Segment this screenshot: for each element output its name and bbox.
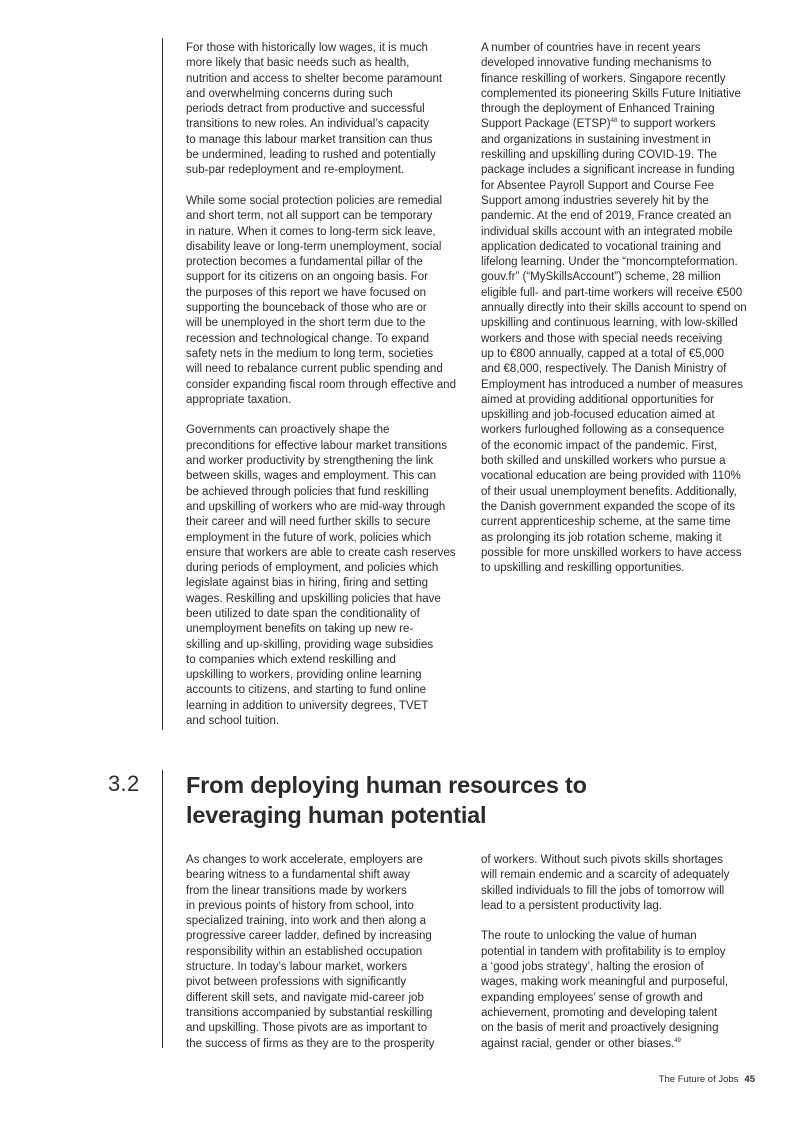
text-line: ensure that workers are able to create cash reserves — [186, 546, 456, 559]
text-fragment: to support workers — [617, 118, 716, 131]
text-line: bearing witness to a fundamental shift away — [186, 869, 411, 882]
section-title — [186, 770, 646, 830]
text-line: more likely that basic needs such as health, — [186, 57, 410, 70]
paragraph — [481, 853, 759, 914]
text-line: of the economic impact of the pandemic. First, — [481, 439, 718, 452]
text-line: sub-par redeployment and re-employment. — [186, 164, 405, 177]
section-title-line: to leveraging human potential — [186, 772, 587, 828]
text-line: While some social protection policies are remedial — [186, 194, 443, 207]
text-line: been utilized to date span the conditionality of — [186, 607, 420, 620]
text-line: gouv.fr” (“MySkillsAccount”) scheme, 28 million — [481, 271, 721, 284]
text-line: the Danish government expanded the scope of its — [481, 500, 736, 513]
text-line: Support among industries severely hit by the — [481, 194, 709, 207]
text-line: lead to a persistent productivity lag. — [481, 899, 663, 912]
text-fragment: against racial, gender or other biases. — [481, 1037, 675, 1050]
text-line — [481, 1037, 759, 1052]
text-line: current apprenticeship scheme, at the same time — [481, 516, 731, 529]
text-line: and upskilling of workers who are mid-way through — [186, 500, 446, 513]
text-line: and overwhelming concerns during such — [186, 87, 393, 100]
footnote-marker: 49 — [674, 1037, 681, 1044]
text-line: appropriate taxation. — [186, 393, 292, 406]
text-line: complemented its pioneering Skills Future Initiative — [481, 87, 741, 100]
text-line: aimed at providing additional opportunities for — [481, 393, 715, 406]
text-line: different skill sets, and navigate mid-career job — [186, 991, 424, 1004]
text-line: lifelong learning. Under the “moncompteformation. — [481, 256, 738, 269]
text-line: upskilling and job-focused education aimed at — [481, 409, 715, 422]
text-line: For those with historically low wages, it is much — [186, 42, 428, 54]
text-line: skilling and up-skilling, providing wage subsidies — [186, 638, 434, 651]
text-line: developed innovative funding mechanisms to — [481, 57, 712, 70]
text-line: upskilling and continuous learning, with low-skilled — [481, 317, 738, 330]
text-line: consider expanding fiscal room through effective and — [186, 378, 457, 391]
text-line: in nature. When it comes to long-term sick leave, — [186, 225, 436, 238]
paragraph — [186, 41, 464, 179]
text-line: A number of countries have in recent years — [481, 42, 701, 54]
page-footer — [659, 1074, 755, 1085]
text-line: possible for more unskilled workers to have access — [481, 546, 742, 559]
text-line: nutrition and access to shelter become paramount — [186, 72, 443, 85]
text-line: and upskilling. Those pivots are as important to — [186, 1022, 428, 1035]
text-line: progressive career ladder, defined by increasing — [186, 930, 432, 943]
text-line: vocational education are being provided with 110% — [481, 470, 741, 483]
text-line: to companies which extend reskilling and — [186, 653, 396, 666]
text-line: Governments can proactively shape the — [186, 424, 390, 437]
text-line: be undermined, leading to rushed and potentially — [186, 149, 436, 162]
text-line: on the basis of merit and proactively designing — [481, 1022, 719, 1035]
text-line: pandemic. At the end of 2019, France created an — [481, 210, 732, 223]
text-line: will remain endemic and a scarcity of adequately — [481, 869, 730, 882]
text-line: employment in the future of work, policies which — [186, 531, 432, 544]
text-line: support for its citizens on an ongoing basis. For — [186, 271, 428, 284]
section-title-line: From deploying human resources — [186, 772, 559, 798]
text-line: reskilling and upskilling during COVID-19. The — [481, 149, 717, 162]
bottom-left-column — [186, 853, 464, 1067]
top-right-column — [481, 41, 759, 592]
text-line: Employment has introduced a number of measures — [481, 378, 743, 391]
text-line: and short term, not all support can be temporary — [186, 210, 433, 223]
text-line: wages. Reskilling and upskilling policies that have — [186, 592, 441, 605]
text-line: as prolonging its job rotation scheme, making it — [481, 531, 722, 544]
text-line: transitions accompanied by substantial reskilling — [186, 1006, 433, 1019]
text-line: and school tuition. — [186, 715, 280, 728]
text-line: annually directly into their skills account to spend on — [481, 302, 747, 315]
text-line: the success of firms as they are to the prosperity — [186, 1037, 435, 1050]
text-line: pivot between professions with significantly — [186, 976, 407, 989]
text-line: protection becomes a fundamental pillar of the — [186, 256, 423, 269]
paragraph — [186, 194, 464, 408]
text-line: transitions to new roles. An individual’s capacity — [186, 118, 430, 131]
text-line: structure. In today’s labour market, workers — [186, 961, 408, 974]
text-line: in previous points of history from school, into — [186, 899, 414, 912]
text-line: and worker productivity by strengthening the link — [186, 455, 434, 468]
text-line: during periods of employment, and policies which — [186, 562, 439, 575]
footer-report-title: The Future of Jobs — [658, 1074, 739, 1085]
text-line: from the linear transitions made by workers — [186, 884, 407, 897]
page-number: 45 — [744, 1074, 755, 1085]
text-line: legislate against bias in hiring, firing and setting — [186, 577, 428, 590]
text-line: learning in addition to university degrees, TVET — [186, 699, 429, 712]
text-line: accounts to citizens, and starting to fund online — [186, 684, 427, 697]
top-left-column — [186, 41, 464, 745]
text-line: will be unemployed in the short term due to the — [186, 317, 426, 330]
text-line: to manage this labour market transition can thus — [186, 133, 433, 146]
text-line: application dedicated to vocational training and — [481, 240, 722, 253]
text-line: the purposes of this report we have focused on — [186, 286, 427, 299]
text-line: achievement, promoting and developing talent — [481, 1006, 718, 1019]
text-line: upskilling to workers, providing online learning — [186, 669, 422, 682]
text-line: The route to unlocking the value of human — [481, 930, 697, 943]
text-line: specialized training, into work and then along a — [186, 915, 427, 928]
paragraph — [481, 41, 759, 576]
text-line: be achieved through policies that fund reskilling — [186, 485, 429, 498]
text-line: periods detract from productive and successful — [186, 103, 425, 116]
footnote-marker: 48 — [610, 118, 618, 125]
text-line: their career and will need further skills to secure — [186, 516, 431, 529]
column-rule-top — [162, 38, 163, 730]
text-line: through the deployment of Enhanced Training — [481, 103, 715, 116]
text-line: responsibility within an established occupation — [186, 945, 423, 958]
text-line: supporting the bounceback of those who are or — [186, 302, 427, 315]
text-line: preconditions for effective labour market transitions — [186, 439, 448, 452]
section-number: 3.2 — [108, 771, 140, 796]
text-line: unemployment benefits on taking up new re- — [186, 623, 414, 636]
text-line: will need to rebalance current public spending and — [186, 363, 443, 376]
text-line: of workers. Without such pivots skills shortages — [481, 854, 723, 866]
text-line — [481, 117, 759, 132]
text-line: wages, making work meaningful and purposeful, — [481, 976, 729, 989]
text-line: workers furloughed following as a consequence — [481, 424, 725, 437]
text-line: As changes to work accelerate, employers are — [186, 854, 423, 866]
text-line: eligible full- and part-time workers will receive €500 — [481, 286, 743, 299]
text-line: individual skills account with an integrated mobile — [481, 225, 733, 238]
bottom-right-column — [481, 853, 759, 1067]
text-line: workers and those with special needs receiving — [481, 332, 723, 345]
text-line: safety nets in the medium to long term, societies — [186, 347, 434, 360]
text-line: for Absentee Payroll Support and Course Fee — [481, 179, 715, 192]
text-line: expanding employees’ sense of growth and — [481, 991, 703, 1004]
text-line: package includes a significant increase in funding — [481, 164, 735, 177]
paragraph — [481, 929, 759, 1051]
text-line: and €8,000, respectively. The Danish Ministry of — [481, 363, 727, 376]
text-line: finance reskilling of workers. Singapore recently — [481, 72, 726, 85]
text-fragment: Support Package (ETSP) — [481, 118, 611, 131]
text-line: recession and technological change. To expand — [186, 332, 430, 345]
text-line: of their usual unemployment benefits. Additionally, — [481, 485, 737, 498]
column-rule-bottom — [162, 770, 163, 1048]
text-line: potential in tandem with profitability is to employ — [481, 945, 726, 958]
text-line: both skilled and unskilled workers who pursue a — [481, 455, 726, 468]
text-line: to upskilling and reskilling opportunities. — [481, 562, 685, 575]
text-line: and organizations in sustaining investment in — [481, 133, 711, 146]
text-line: a ‘good jobs strategy’, halting the erosion of — [481, 961, 704, 974]
text-line: skilled individuals to fill the jobs of tomorrow will — [481, 884, 725, 897]
text-line: between skills, wages and employment. This can — [186, 470, 437, 483]
text-line: up to €800 annually, capped at a total of €5,000 — [481, 347, 725, 360]
text-line: disability leave or long-term unemployment, social — [186, 240, 442, 253]
paragraph — [186, 423, 464, 729]
paragraph — [186, 853, 464, 1052]
